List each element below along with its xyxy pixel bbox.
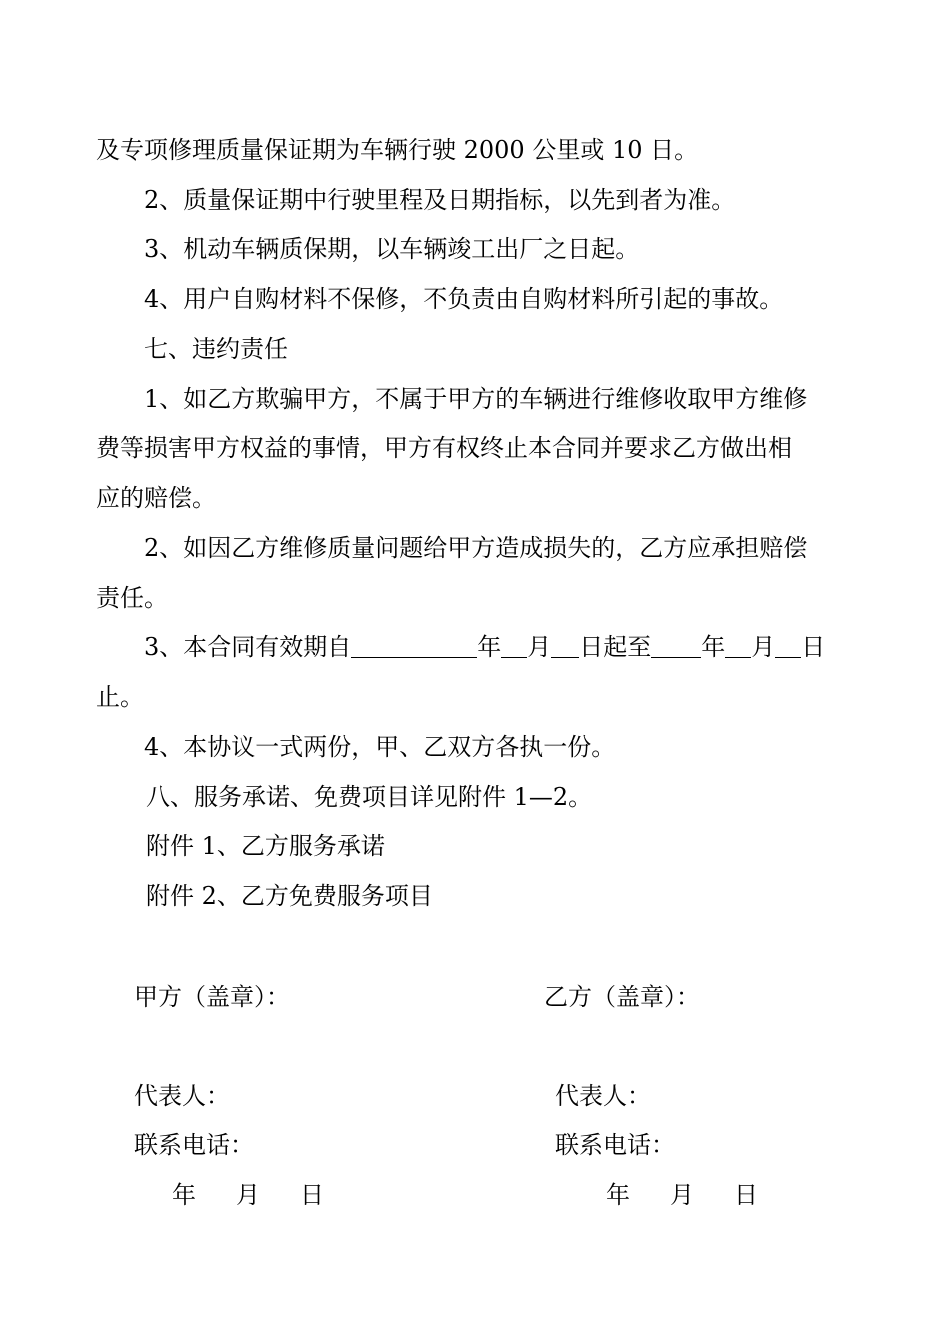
year-label: 年 <box>701 633 726 661</box>
attachment-2: 附件 2、乙方免费服务项目 <box>146 882 433 910</box>
end-month-blank <box>725 635 751 658</box>
party-a-date-month: 月 <box>236 1181 260 1209</box>
section-7-heading: 七、违约责任 <box>144 335 288 363</box>
start-month-blank <box>501 635 527 658</box>
section-8-heading: 八、服务承诺、免费项目详见附件 1—2。 <box>146 783 593 811</box>
party-a-date-year: 年 <box>172 1181 196 1209</box>
month-label: 月 <box>751 633 776 661</box>
breach-clause-2-line-2: 责任。 <box>96 584 168 612</box>
validity-prefix: 3、本合同有效期自 <box>144 633 352 661</box>
party-b-date-year: 年 <box>606 1181 630 1209</box>
copies-clause: 4、本协议一式两份，甲、乙双方各执一份。 <box>144 733 616 761</box>
attachment-1: 附件 1、乙方服务承诺 <box>146 832 385 860</box>
party-b-representative-label: 代表人： <box>555 1082 651 1110</box>
breach-clause-1-line-3: 应的赔偿。 <box>96 484 216 512</box>
clause-4-text: 4、用户自购材料不保修，不负责由自购材料所引起的事故。 <box>144 285 784 313</box>
end-year-blank <box>651 635 701 658</box>
validity-clause-line-1 <box>144 632 904 662</box>
party-a-seal-label: 甲方（盖章）： <box>134 983 290 1011</box>
party-b-date-day: 日 <box>734 1181 758 1209</box>
breach-clause-1-line-1: 1、如乙方欺骗甲方，不属于甲方的车辆进行维修收取甲方维修 <box>144 385 808 413</box>
month-label: 月 <box>527 633 552 661</box>
year-label: 年 <box>477 633 502 661</box>
validity-clause-line-2: 止。 <box>96 683 144 711</box>
warranty-period-text: 及专项修理质量保证期为车辆行驶 2000 公里或 10 日。 <box>96 136 699 164</box>
breach-clause-2-line-1: 2、如因乙方维修质量问题给甲方造成损失的，乙方应承担赔偿 <box>144 534 808 562</box>
party-a-phone-label: 联系电话： <box>134 1131 254 1159</box>
clause-3-text: 3、机动车辆质保期，以车辆竣工出厂之日起。 <box>144 235 640 263</box>
party-b-date-month: 月 <box>670 1181 694 1209</box>
party-a-date-day: 日 <box>300 1181 324 1209</box>
end-day-blank <box>775 635 801 658</box>
clause-2-text: 2、质量保证期中行驶里程及日期指标，以先到者为准。 <box>144 186 736 214</box>
breach-clause-1-line-2: 费等损害甲方权益的事情，甲方有权终止本合同并要求乙方做出相 <box>96 434 792 462</box>
party-b-phone-label: 联系电话： <box>555 1131 675 1159</box>
party-b-seal-label: 乙方（盖章）： <box>544 983 700 1011</box>
party-a-representative-label: 代表人： <box>134 1082 230 1110</box>
day-label: 日 <box>801 633 826 661</box>
start-day-blank <box>551 635 579 658</box>
until-label: 日起至 <box>579 633 652 661</box>
start-year-blank <box>351 635 477 658</box>
